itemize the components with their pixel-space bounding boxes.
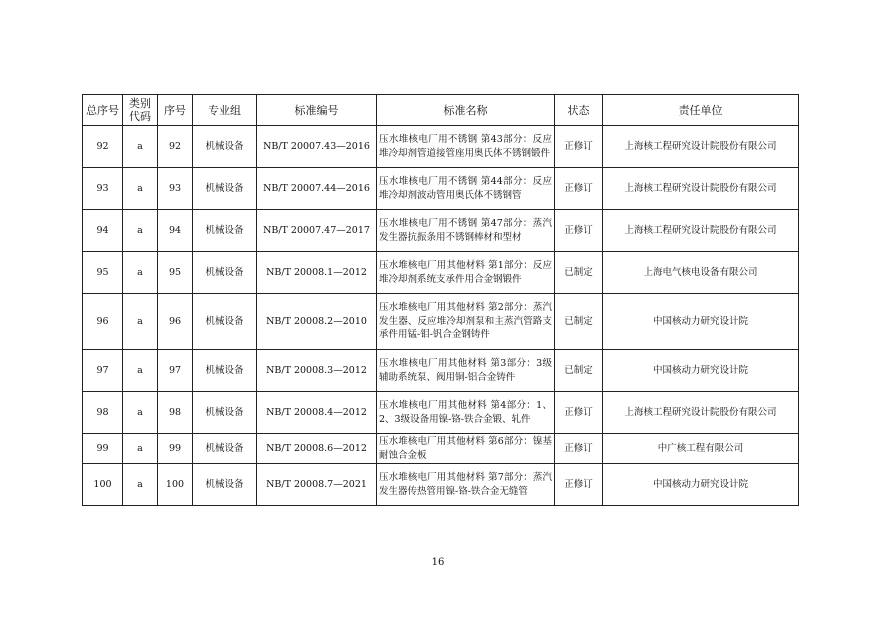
unit-cell: 上海核工程研究设计院股份有限公司 — [603, 210, 799, 252]
total-no-cell: 99 — [83, 434, 123, 464]
seq-no-cell: 100 — [158, 464, 193, 506]
group-cell: 机械设备 — [193, 294, 257, 350]
seq-no-cell: 93 — [158, 168, 193, 210]
status-cell: 已制定 — [555, 294, 603, 350]
table-row — [83, 392, 799, 434]
table-row — [83, 350, 799, 392]
header-status: 状态 — [555, 95, 603, 126]
group-cell: 机械设备 — [193, 126, 257, 168]
table-row — [83, 210, 799, 252]
category-code-cell: a — [123, 210, 158, 252]
seq-no-cell: 98 — [158, 392, 193, 434]
seq-no-cell: 99 — [158, 434, 193, 464]
group-cell: 机械设备 — [193, 464, 257, 506]
seq-no-cell: 96 — [158, 294, 193, 350]
total-no-cell: 93 — [83, 168, 123, 210]
std-name-cell: 压水堆核电厂用其他材料 第4部分：1、2、3级设备用镍-铬-铁合金锻、轧件 — [377, 392, 555, 434]
std-name-cell: 压水堆核电厂用不锈钢 第47部分：蒸汽发生器抗振条用不锈钢棒材和型材 — [377, 210, 555, 252]
header-category-code-label: 类别代码 — [129, 97, 151, 123]
unit-cell: 上海电气核电设备有限公司 — [603, 252, 799, 294]
group-cell: 机械设备 — [193, 168, 257, 210]
std-name-cell: 压水堆核电厂用其他材料 第1部分：反应堆冷却剂系统支承件用合金钢锻件 — [377, 252, 555, 294]
group-cell: 机械设备 — [193, 392, 257, 434]
std-number-cell: NB/T 20008.2—2010 — [257, 294, 377, 350]
header-category-code — [123, 95, 158, 126]
status-cell: 正修订 — [555, 464, 603, 506]
std-number-cell: NB/T 20008.4—2012 — [257, 392, 377, 434]
total-no-cell: 94 — [83, 210, 123, 252]
std-number-cell: NB/T 20008.1—2012 — [257, 252, 377, 294]
category-code-cell: a — [123, 252, 158, 294]
total-no-cell: 95 — [83, 252, 123, 294]
table-row — [83, 294, 799, 350]
group-cell: 机械设备 — [193, 210, 257, 252]
group-cell: 机械设备 — [193, 434, 257, 464]
std-name-cell: 压水堆核电厂用其他材料 第7部分：蒸汽发生器传热管用镍-铬-铁合金无缝管 — [377, 464, 555, 506]
std-name-cell: 压水堆核电厂用其他材料 第3部分：3级辅助系统泵、阀用铜-铝合金铸件 — [377, 350, 555, 392]
std-number-cell: NB/T 20008.7—2021 — [257, 464, 377, 506]
status-cell: 正修订 — [555, 210, 603, 252]
total-no-cell: 92 — [83, 126, 123, 168]
status-cell: 正修订 — [555, 434, 603, 464]
unit-cell: 中国核动力研究设计院 — [603, 464, 799, 506]
seq-no-cell: 92 — [158, 126, 193, 168]
category-code-cell: a — [123, 464, 158, 506]
table-row — [83, 434, 799, 464]
status-cell: 已制定 — [555, 350, 603, 392]
status-cell: 正修订 — [555, 392, 603, 434]
unit-cell: 中国核动力研究设计院 — [603, 294, 799, 350]
status-cell: 正修订 — [555, 168, 603, 210]
unit-cell: 上海核工程研究设计院股份有限公司 — [603, 392, 799, 434]
category-code-cell: a — [123, 168, 158, 210]
total-no-cell: 98 — [83, 392, 123, 434]
unit-cell: 中广核工程有限公司 — [603, 434, 799, 464]
unit-cell: 中国核动力研究设计院 — [603, 350, 799, 392]
std-number-cell: NB/T 20007.44—2016 — [257, 168, 377, 210]
header-std-name: 标准名称 — [377, 95, 555, 126]
unit-cell: 上海核工程研究设计院股份有限公司 — [603, 126, 799, 168]
total-no-cell: 100 — [83, 464, 123, 506]
status-cell: 正修订 — [555, 126, 603, 168]
header-group: 专业组 — [193, 95, 257, 126]
seq-no-cell: 97 — [158, 350, 193, 392]
header-seq-no: 序号 — [158, 95, 193, 126]
standards-table — [82, 94, 799, 506]
table-row — [83, 168, 799, 210]
table-row — [83, 126, 799, 168]
std-number-cell: NB/T 20008.3—2012 — [257, 350, 377, 392]
std-name-cell: 压水堆核电厂用其他材料 第2部分：蒸汽发生器、反应堆冷却剂泵和主蒸汽管路支承件用锰-钼-钒合金钢铸件 — [377, 294, 555, 350]
table-row — [83, 252, 799, 294]
category-code-cell: a — [123, 392, 158, 434]
group-cell: 机械设备 — [193, 252, 257, 294]
std-name-cell: 压水堆核电厂用不锈钢 第43部分：反应堆冷却剂管道接管座用奥氏体不锈钢锻件 — [377, 126, 555, 168]
std-name-cell: 压水堆核电厂用其他材料 第6部分：镍基耐蚀合金板 — [377, 434, 555, 464]
seq-no-cell: 95 — [158, 252, 193, 294]
std-number-cell: NB/T 20008.6—2012 — [257, 434, 377, 464]
group-cell: 机械设备 — [193, 350, 257, 392]
page-number: 16 — [431, 557, 445, 568]
total-no-cell: 97 — [83, 350, 123, 392]
table-header-row — [83, 95, 799, 126]
header-total-no: 总序号 — [83, 95, 123, 126]
std-number-cell: NB/T 20007.47—2017 — [257, 210, 377, 252]
table-row — [83, 464, 799, 506]
unit-cell: 上海核工程研究设计院股份有限公司 — [603, 168, 799, 210]
total-no-cell: 96 — [83, 294, 123, 350]
header-unit: 责任单位 — [603, 95, 799, 126]
table-body — [83, 126, 799, 506]
seq-no-cell: 94 — [158, 210, 193, 252]
header-std-no: 标准编号 — [257, 95, 377, 126]
status-cell: 已制定 — [555, 252, 603, 294]
category-code-cell: a — [123, 434, 158, 464]
std-name-cell: 压水堆核电厂用不锈钢 第44部分：反应堆冷却剂波动管用奥氏体不锈钢管 — [377, 168, 555, 210]
category-code-cell: a — [123, 126, 158, 168]
std-number-cell: NB/T 20007.43—2016 — [257, 126, 377, 168]
category-code-cell: a — [123, 294, 158, 350]
category-code-cell: a — [123, 350, 158, 392]
